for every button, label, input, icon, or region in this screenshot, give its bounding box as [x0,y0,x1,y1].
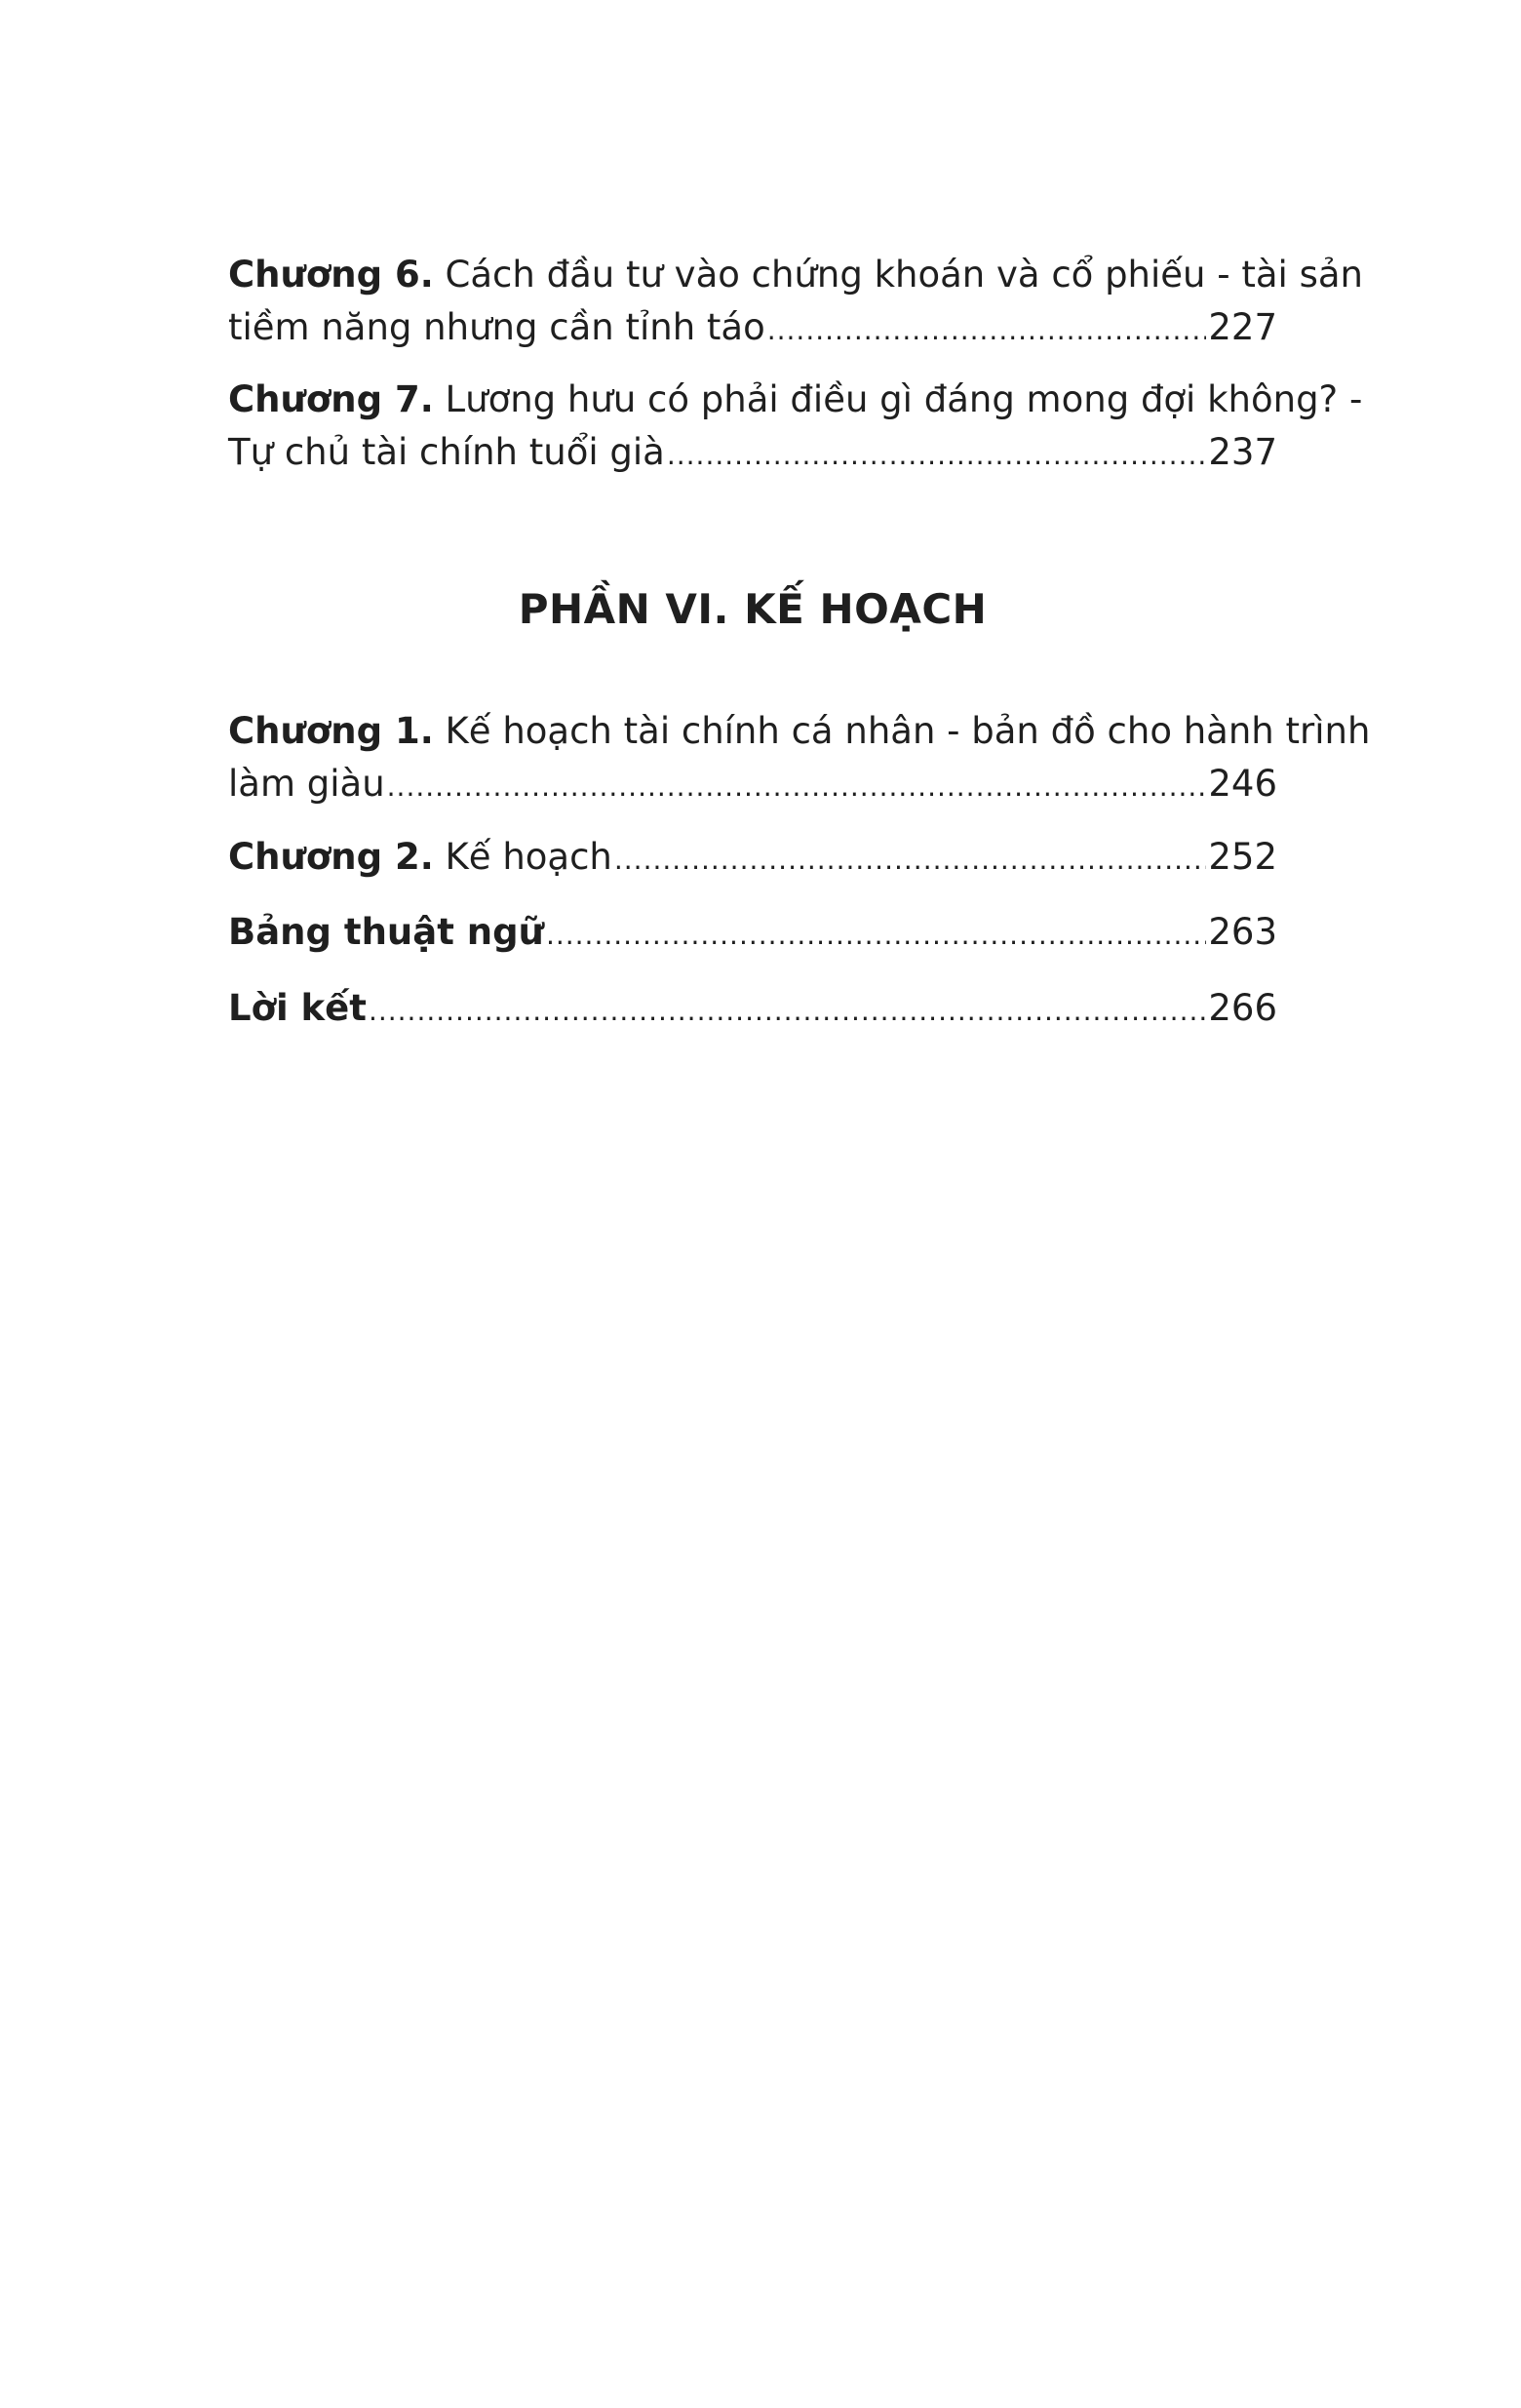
chapter-label: Chương 6. [228,254,434,296]
section-title: PHẦN VI. KẾ HOẠCH [518,585,988,633]
toc-entry-chapter-6 [228,249,1363,357]
glossary-label: Bảng thuật ngữ [228,911,544,953]
toc-entry-line [228,705,1371,758]
dot-leader [667,429,1207,482]
chapter-label: Chương 2. [228,836,434,878]
toc-entry-line [228,906,1277,962]
afterword-label: Lời kết [228,987,367,1029]
chapter-title-line1: Cách đầu tư vào chứng khoán và cổ phiếu - tài sản [445,254,1363,296]
dot-leader [614,834,1207,887]
chapter-title: Kế hoạch [445,836,612,878]
page-number: 266 [1208,987,1277,1029]
toc-entry-line [228,758,1277,813]
toc-entry-glossary [228,906,1277,962]
toc-entry-afterword [228,982,1277,1038]
chapter-label: Chương 1. [228,710,434,752]
toc-entry-chapter-2 [228,831,1277,887]
page-number: 263 [1208,911,1277,953]
page-number: 227 [1208,306,1277,348]
chapter-label: Chương 7. [228,378,434,420]
toc-entry-chapter-1 [228,705,1371,813]
page-number: 252 [1208,836,1277,878]
dot-leader [767,304,1207,357]
toc-entry-line [228,374,1363,426]
chapter-title-line2: làm giàu [228,763,385,805]
dot-leader [546,909,1206,962]
toc-entry-line [228,982,1277,1038]
toc-entry-chapter-7 [228,374,1363,482]
chapter-title-line2: Tự chủ tài chính tuổi già [228,431,665,473]
chapter-title-line1: Lương hưu có phải điều gì đáng mong đợi không? - [445,378,1363,420]
toc-entry-line [228,301,1277,357]
toc-entry-line [228,249,1363,301]
page-number: 246 [1208,763,1277,805]
chapter-title-line1: Kế hoạch tài chính cá nhân - bản đồ cho hành trình [445,710,1371,752]
dot-leader [369,985,1206,1038]
toc-entry-line [228,831,1277,887]
chapter-title-line2: tiềm năng nhưng cần tỉnh táo [228,306,765,348]
dot-leader [387,761,1207,813]
page-number: 237 [1208,431,1277,473]
toc-entry-line [228,426,1277,482]
